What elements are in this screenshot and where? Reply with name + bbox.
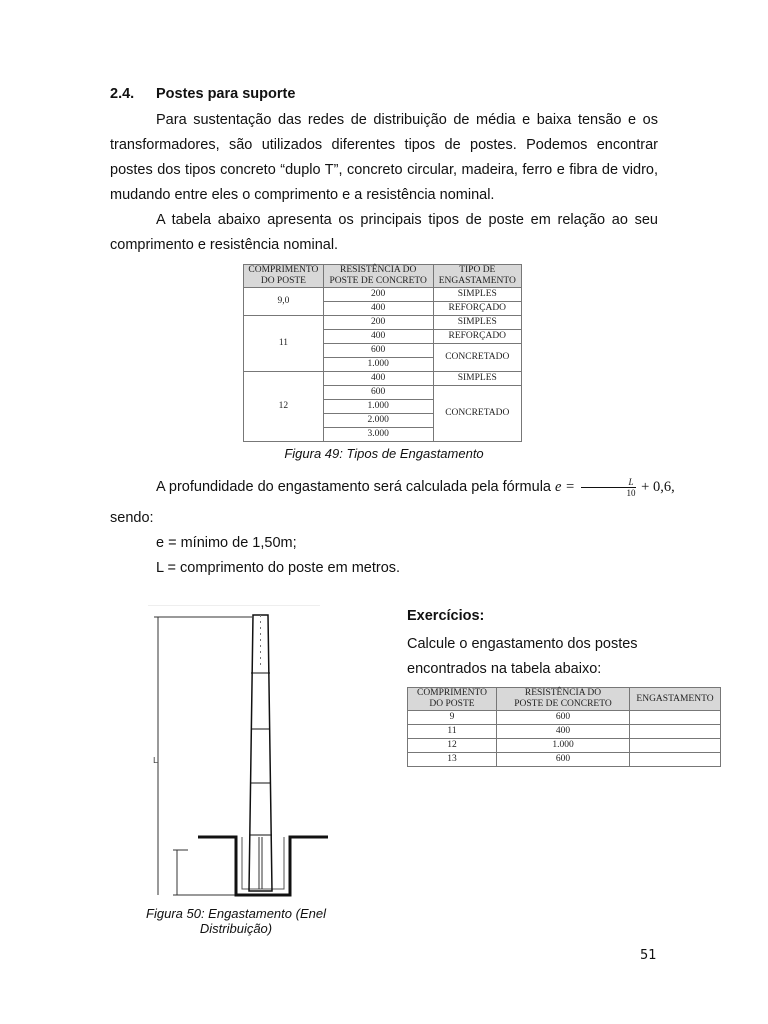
length-cell: 13 <box>408 753 497 767</box>
length-cell: 12 <box>408 739 497 753</box>
type-cell: SIMPLES <box>433 372 521 386</box>
type-cell: CONCRETADO <box>433 386 521 442</box>
type-cell: CONCRETADO <box>433 344 521 372</box>
definition-l: L = comprimento do poste em metros. <box>156 560 401 576</box>
resistance-cell: 200 <box>323 316 433 330</box>
header-length: COMPRIMENTO DO POSTE <box>408 688 497 711</box>
pole-engastamento-figure <box>140 605 330 905</box>
paragraph-table-intro: A tabela abaixo apresenta os principais tipos de poste em relação ao seu comprimento e resistência nominal. <box>110 212 658 253</box>
formula-numerator: L <box>581 477 636 488</box>
table-row <box>408 725 721 739</box>
resistance-cell: 3.000 <box>323 428 433 442</box>
length-cell: 11 <box>408 725 497 739</box>
engastamento-cell[interactable] <box>630 711 721 725</box>
resistance-cell: 1.000 <box>497 739 630 753</box>
length-cell: 9 <box>408 711 497 725</box>
engastamento-cell[interactable] <box>630 739 721 753</box>
resistance-cell: 2.000 <box>323 414 433 428</box>
figure50-caption <box>128 906 344 936</box>
exercises-text <box>407 632 638 682</box>
exercises-line2: encontrados na tabela abaixo: <box>407 661 602 677</box>
formula-intro: A profundidade do engastamento será calculada pela fórmula <box>156 479 551 495</box>
table-row <box>244 372 522 386</box>
resistance-cell: 600 <box>497 711 630 725</box>
section-heading <box>110 86 295 102</box>
type-cell: REFORÇADO <box>433 330 521 344</box>
header-type: TIPO DE ENGASTAMENTO <box>433 265 521 288</box>
resistance-cell: 400 <box>323 372 433 386</box>
length-cell: 12 <box>244 372 324 442</box>
table-row <box>244 316 522 330</box>
header-length: COMPRIMENTO DO POSTE <box>244 265 324 288</box>
type-cell: REFORÇADO <box>433 302 521 316</box>
resistance-cell: 600 <box>323 386 433 400</box>
table-row <box>244 288 522 302</box>
header-resistance: RESISTÊNCIA DO POSTE DE CONCRETO <box>497 688 630 711</box>
definition-e: e = mínimo de 1,50m; <box>156 535 297 551</box>
engastamento-types-table <box>243 264 522 442</box>
resistance-cell: 1.000 <box>323 358 433 372</box>
resistance-cell: 400 <box>323 302 433 316</box>
section-title: Postes para suporte <box>156 86 296 102</box>
resistance-cell: 600 <box>323 344 433 358</box>
page-number: 51 <box>640 948 657 963</box>
formula-lhs: e = <box>555 479 575 495</box>
length-cell: 9,0 <box>244 288 324 316</box>
length-cell: 11 <box>244 316 324 372</box>
table-row <box>408 739 721 753</box>
formula <box>555 477 675 499</box>
type-cell: SIMPLES <box>433 288 521 302</box>
table-row <box>408 753 721 767</box>
engastamento-cell[interactable] <box>630 725 721 739</box>
resistance-cell: 1.000 <box>323 400 433 414</box>
exercises-title: Exercícios: <box>407 608 485 624</box>
paragraph-intro: Para sustentação das redes de distribuição de média e baixa tensão e os transformadores, são utilizados diferentes tipos de postes. Podemos encontrar postes dos tipos concreto “duplo T”, concreto circular, madeira, ferro e fibra de vidro, mudando entre eles o comprimento e a resistência nominal. <box>110 112 658 203</box>
formula-rhs: + 0,6, <box>641 479 675 495</box>
exercise-table <box>407 687 721 767</box>
formula-denominator: 10 <box>626 488 636 499</box>
figure49-caption: Figura 49: Tipos de Engastamento <box>284 446 484 461</box>
formula-fraction <box>581 477 636 498</box>
figure50-caption-line1: Figura 50: Engastamento (Enel <box>146 906 326 921</box>
header-engastamento: ENGASTAMENTO <box>630 688 721 711</box>
resistance-cell: 600 <box>497 753 630 767</box>
exercises-line1: Calcule o engastamento dos postes <box>407 636 638 652</box>
type-cell: SIMPLES <box>433 316 521 330</box>
table-row <box>408 711 721 725</box>
resistance-cell: 400 <box>497 725 630 739</box>
dimension-label-l: L <box>153 756 158 765</box>
resistance-cell: 400 <box>323 330 433 344</box>
sendo-label: sendo: <box>110 510 154 526</box>
figure50-caption-line2: Distribuição) <box>199 921 273 936</box>
section-number: 2.4. <box>110 86 135 102</box>
engastamento-cell[interactable] <box>630 753 721 767</box>
header-resistance: RESISTÊNCIA DO POSTE DE CONCRETO <box>323 265 433 288</box>
resistance-cell: 200 <box>323 288 433 302</box>
formula-paragraph <box>110 475 675 500</box>
